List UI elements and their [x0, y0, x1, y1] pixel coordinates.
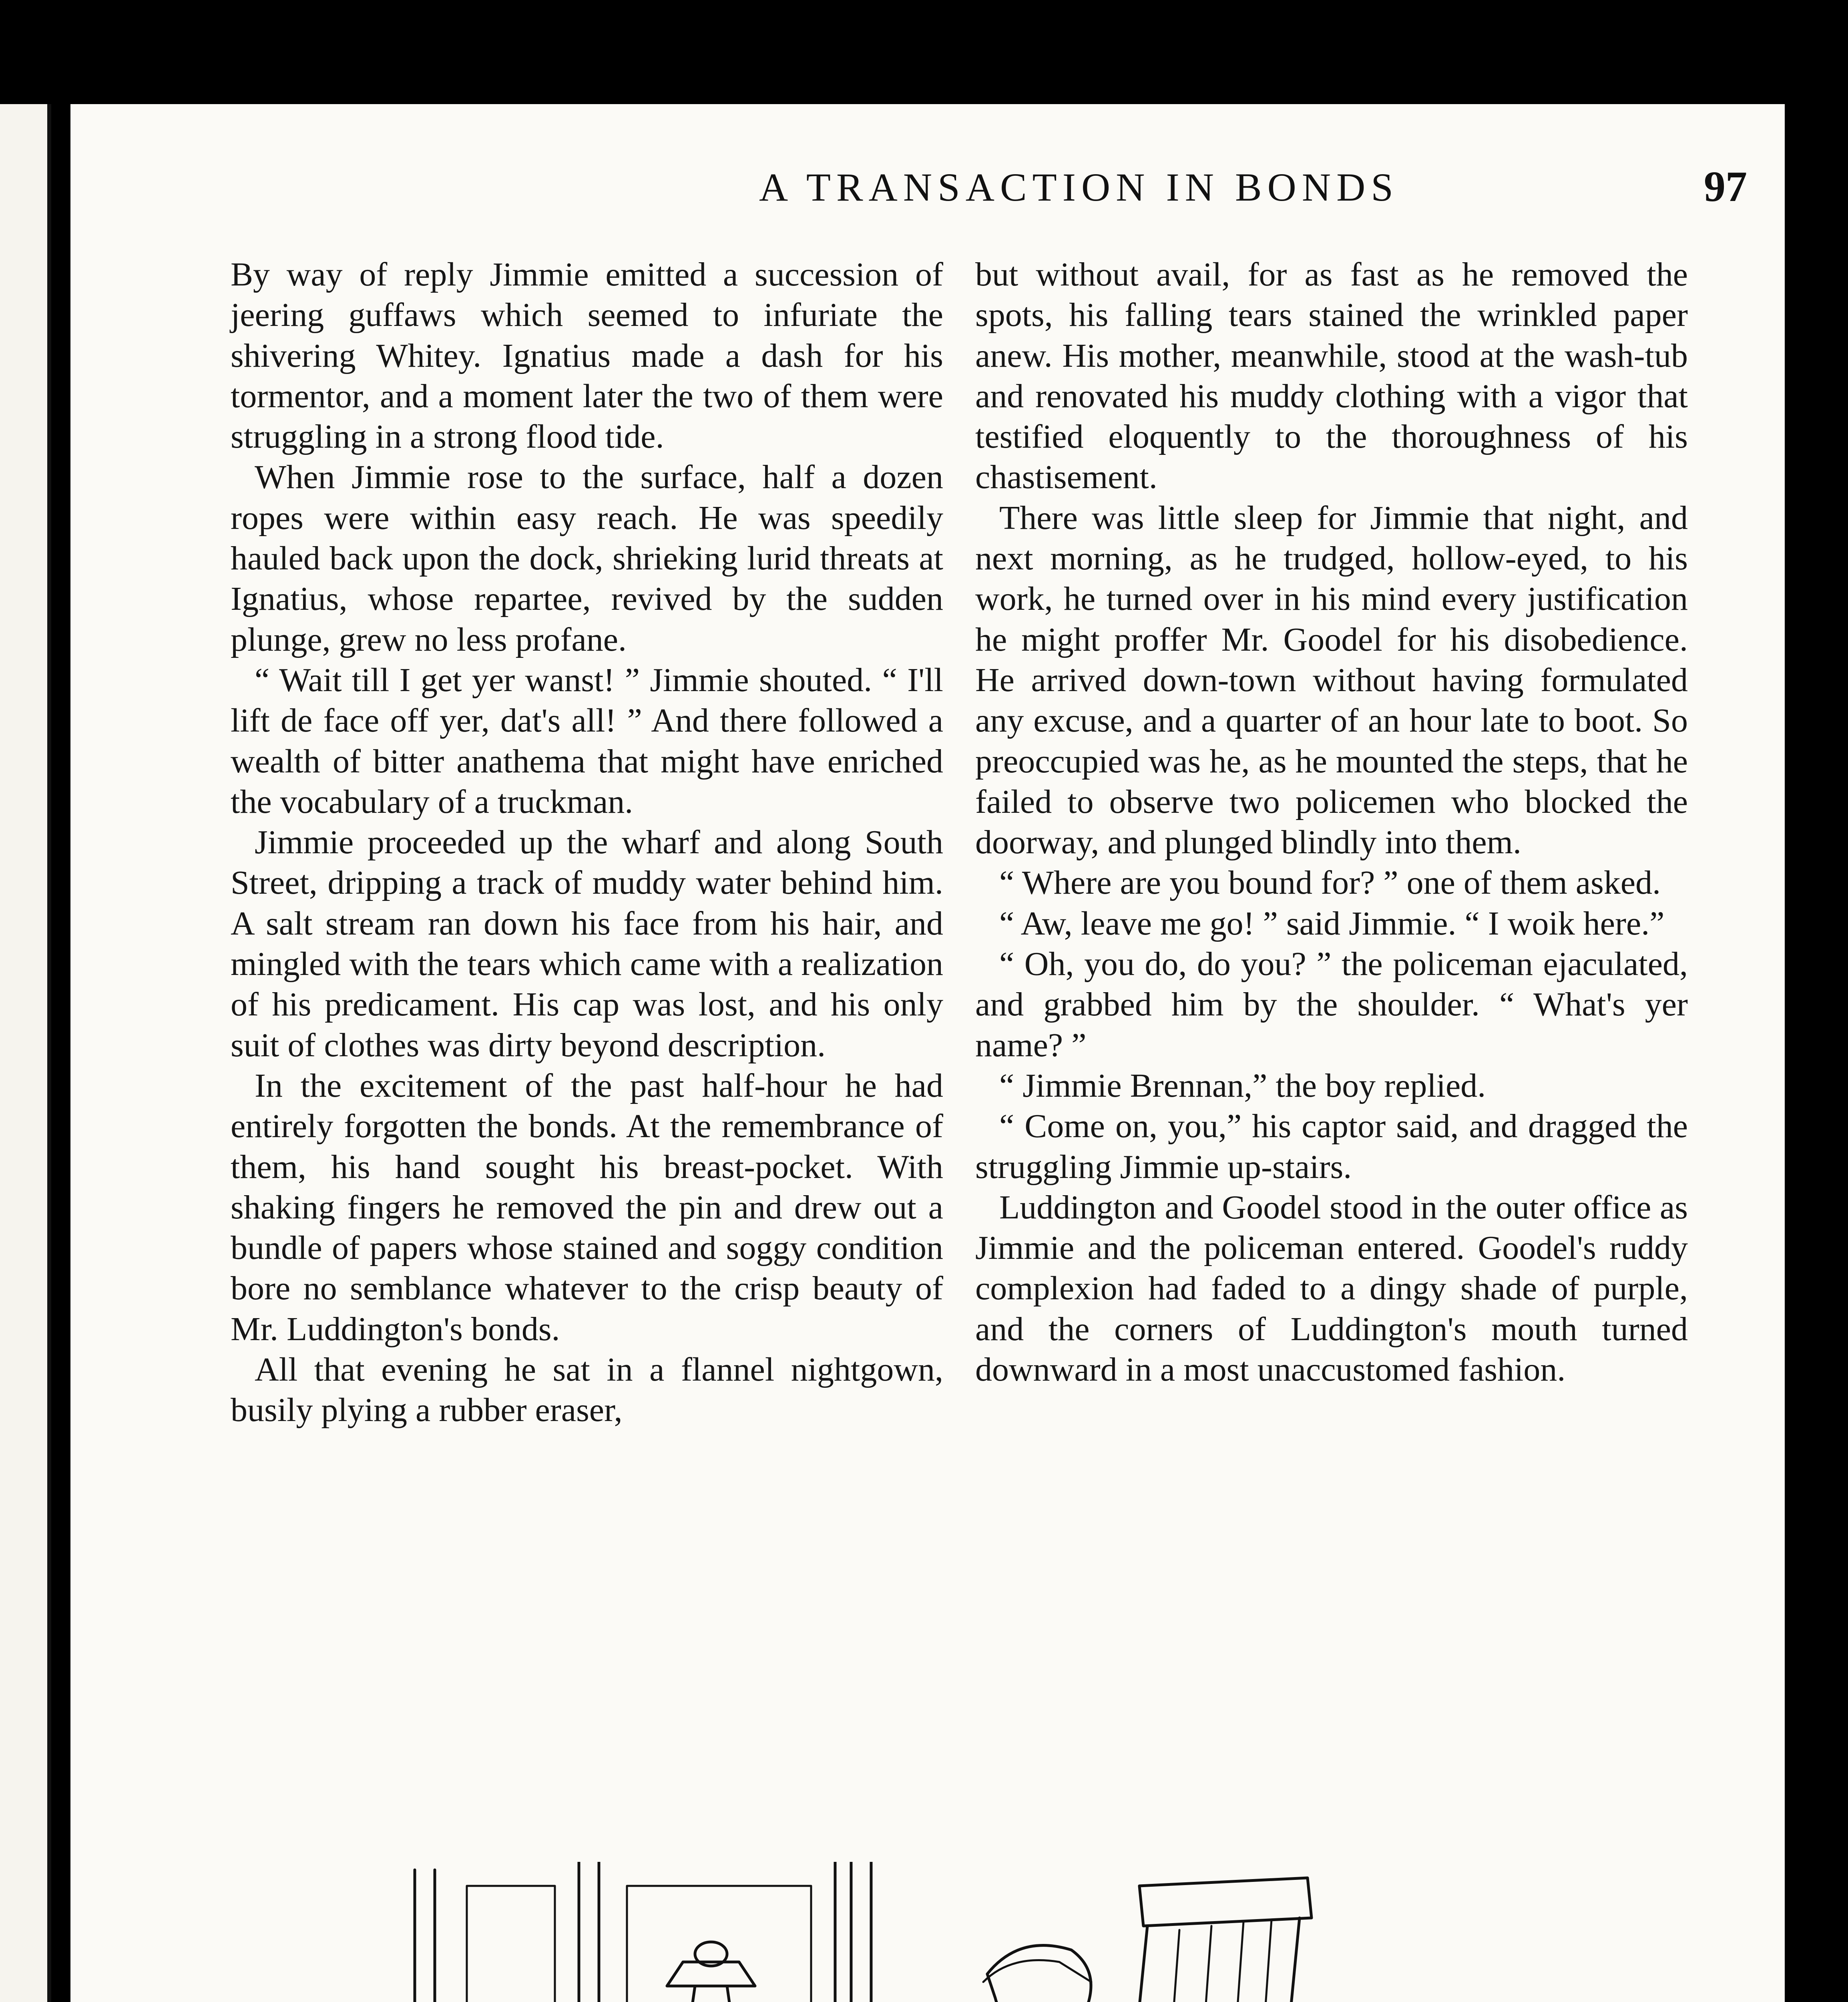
paragraph: All that evening he sat in a flannel nightgown, busily plying a rubber eraser, — [231, 1351, 943, 1429]
paragraph: “ Aw, leave me go! ” said Jimmie. “ I woik here.” — [999, 905, 1665, 942]
paragraph: There was little sleep for Jimmie that night, and next morning, as he trudged, hollow-eyed, to his work, he turned over in his mind every justification he might proffer Mr. Goodel for his disobedience. He arrived down-town without having formulated any excuse, and a quarter of an hour late to boot. So preoccupied was he, as he mounted the steps, that he failed to observe two policemen who blocked the doorway, and plunged blindly into them. — [975, 499, 1688, 861]
paragraph: When Jimmie rose to the surface, half a dozen ropes were within easy reach. He was speedily hauled back upon the dock, shrieking lurid threats at Ignatius, whose repartee, revived by the sudden plunge, grew no less profane. — [231, 458, 943, 658]
paragraph: “ Jimmie Brennan,” the boy replied. — [999, 1067, 1486, 1104]
boy-figure-drawing — [963, 1946, 1141, 2002]
paragraph: “ Where are you bound for? ” one of them asked. — [999, 864, 1661, 902]
paragraph: Luddington and Goodel stood in the outer office as Jimmie and the policeman entered. Goodel's ruddy complexion had faded to a dingy shade of purple, and the corners of Luddington's mouth turned downward in a most unaccustomed fashion. — [975, 1188, 1688, 1389]
paragraph: In the excitement of the past half-hour he had entirely forgotten the bonds. At the remembrance of them, his hand sought his breast-pocket. With shaking fingers he removed the pin and drew out a bundle of papers whose stained and soggy condition bore no semblance whatever to the crisp beauty of Mr. Luddington's bonds. — [231, 1067, 943, 1348]
door-drawing — [415, 1862, 871, 2002]
text-column-left — [231, 254, 943, 1431]
illustration-boy-erasing-bonds — [227, 1862, 1780, 2002]
text-column-right — [975, 254, 1688, 1390]
paragraph: “ Wait till I get yer wanst! ” Jimmie shouted. “ I'll lift de face off yer, dat's all! ” And there followed a wealth of bitter anathema that might have enriched the vocabulary of a truckman. — [231, 661, 943, 820]
paragraph: By way of reply Jimmie emitted a succession of jeering guffaws which seemed to infuriate the shivering Whitey. Ignatius made a dash for his tormentor, and a moment later the two of them were struggling in a strong flood tide. — [231, 256, 943, 456]
paragraph: Jimmie proceeded up the wharf and along South Street, dripping a track of muddy water behind him. A salt stream ran down his face from his hair, and mingled with the tears which came with a realization of his predicament. His cap was lost, and his only suit of clothes was dirty beyond description. — [231, 824, 943, 1064]
paragraph: but without avail, for as fast as he removed the spots, his falling tears stained the wrinkled paper anew. His mother, meanwhile, stood at the wash-tub and renovated his muddy clothing with a vigor that testified eloquently to the thoroughness of his chastisement. — [975, 256, 1688, 496]
running-header: A TRANSACTION IN BONDS — [759, 165, 1399, 209]
adjacent-page-edge — [0, 104, 51, 2002]
oil-lamp-drawing — [667, 1942, 755, 2002]
page-number: 97 — [1704, 163, 1747, 211]
paragraph: “ Oh, you do, do you? ” the policeman ejaculated, and grabbed him by the shoulder. “ What's yer name? ” — [975, 945, 1688, 1064]
paragraph: “ Come on, you,” his captor said, and dragged the struggling Jimmie up-stairs. — [975, 1108, 1688, 1186]
book-page — [70, 104, 1785, 2002]
wooden-chair-drawing — [1083, 1878, 1312, 2002]
